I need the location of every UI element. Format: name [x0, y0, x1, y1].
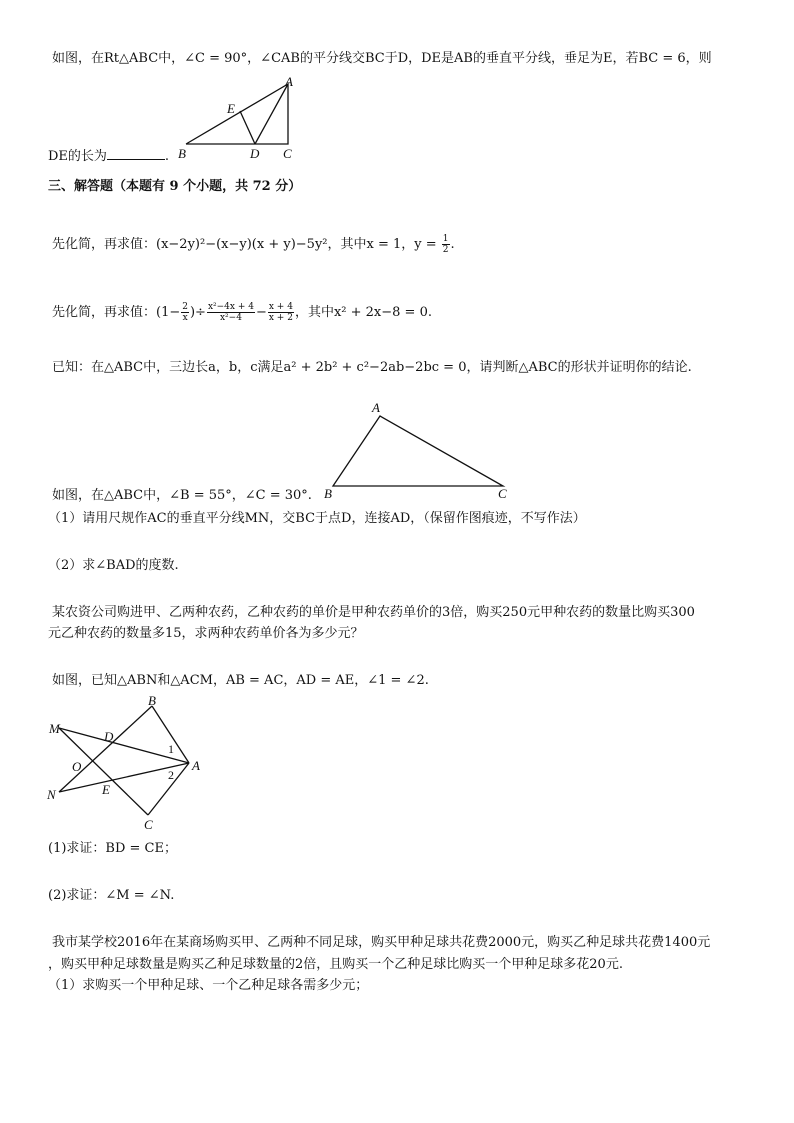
- label-angle-1: 1: [168, 742, 174, 756]
- simplify2-mid2: −: [255, 305, 267, 320]
- question-congruent-text: 如图，已知△ABN和△ACM，AB = AC，AD = AE，∠1 = ∠2.: [52, 673, 429, 688]
- label-c: C: [283, 146, 292, 161]
- label-c: C: [144, 817, 153, 832]
- label-b: B: [178, 146, 186, 161]
- fraction-numerator: 1: [442, 234, 449, 244]
- label-b: B: [148, 693, 156, 708]
- simplify1-text: 先化简，再求值：(x−2y)²−(x−y)(x + y)−5y²，其中x = 1，y =: [52, 237, 441, 252]
- question-angle-part2: （2）求∠BAD的度数.: [48, 558, 179, 573]
- fraction-denominator: x²−4: [219, 313, 242, 323]
- label-n: N: [47, 787, 56, 802]
- section-title: 三、解答题（本题有 9 个小题，共 72 分）: [48, 179, 302, 194]
- fraction-2-over-x: [181, 302, 189, 323]
- answer-suffix: .: [164, 149, 170, 164]
- triangle-outline: [333, 416, 503, 486]
- simplify2-mid1: )÷: [189, 305, 206, 320]
- answer-prefix: DE的长为: [48, 149, 107, 164]
- label-c: C: [498, 486, 507, 501]
- fraction-denominator: x: [182, 313, 188, 323]
- label-e: E: [102, 782, 110, 797]
- label-angle-2: 2: [168, 768, 174, 782]
- question-angle-part1: （1）请用尺规作AC的垂直平分线MN，交BC于点D，连接AD，（保留作图痕迹，不写作法）: [48, 511, 586, 526]
- fraction-2: [207, 302, 255, 323]
- question-angle-text: 如图，在△ABC中，∠B = 55°，∠C = 30°.: [52, 488, 312, 503]
- figure-triangle-abc: [318, 400, 518, 504]
- question-congruent-part2: (2)求证：∠M = ∠N.: [48, 888, 175, 903]
- label-o: O: [72, 759, 82, 774]
- fraction-denominator: x + 2: [268, 313, 293, 323]
- label-d: D: [104, 729, 114, 744]
- fraction-numerator: x²−4x + 4: [207, 302, 254, 312]
- answer-blank: [107, 147, 165, 160]
- question-de-text: 如图，在Rt△ABC中，∠C = 90°，∠CAB的平分线交BC于D，DE是AB的垂直平分线，垂足为E，若BC = 6，则: [52, 51, 712, 66]
- label-e: E: [227, 101, 235, 116]
- label-m: M: [49, 721, 60, 736]
- question-triangle-shape: 已知：在△ABC中，三边长a，b，c满足a² + 2b² + c²−2ab−2bc = 0，请判断△ABC的形状并证明你的结论.: [52, 360, 692, 375]
- fraction-denominator: 2: [442, 245, 449, 255]
- label-a: A: [192, 758, 200, 773]
- label-d: D: [250, 146, 260, 161]
- question-de-answer: [48, 147, 169, 166]
- label-a: A: [372, 400, 380, 415]
- question-football-line1: 我市某学校2016年在某商场购买甲、乙两种不同足球，购买甲种足球共花费2000元，购买乙种足球共花费1400元: [52, 935, 711, 950]
- segment-de: [240, 111, 255, 144]
- label-a: A: [285, 74, 293, 89]
- simplify2-suffix: ，其中x² + 2x−8 = 0.: [294, 305, 432, 320]
- simplify2-prefix: 先化简，再求值：(1−: [52, 305, 181, 320]
- figure-congruent-triangles: [44, 690, 214, 835]
- question-pesticide-line2: 元乙种农药的数量多15，求两种农药单价各为多少元？: [48, 626, 364, 641]
- fraction-numerator: x + 4: [268, 302, 293, 312]
- question-pesticide-line1: 某农资公司购进甲、乙两种农药，乙种农药的单价是甲种农药单价的3倍，购买250元甲种农药的数量比购买300: [52, 605, 695, 620]
- question-simplify-1: [52, 234, 455, 255]
- question-football-line2: ，购买甲种足球数量是购买乙种足球数量的2倍，且购买一个乙种足球比购买一个甲种足球多花20元.: [48, 957, 623, 972]
- question-simplify-2: [52, 302, 432, 323]
- label-b: B: [324, 486, 332, 501]
- triangle-abc-outline: [186, 84, 288, 144]
- fraction-3: [268, 302, 294, 323]
- figure-right-triangle: [170, 74, 300, 164]
- question-congruent-part1: (1)求证：BD = CE；: [48, 841, 177, 856]
- question-football-part1: （1）求购买一个甲种足球、一个乙种足球各需多少元；: [48, 978, 369, 993]
- simplify1-end: .: [450, 237, 455, 252]
- fraction-half: [442, 234, 450, 255]
- fraction-numerator: 2: [182, 302, 188, 312]
